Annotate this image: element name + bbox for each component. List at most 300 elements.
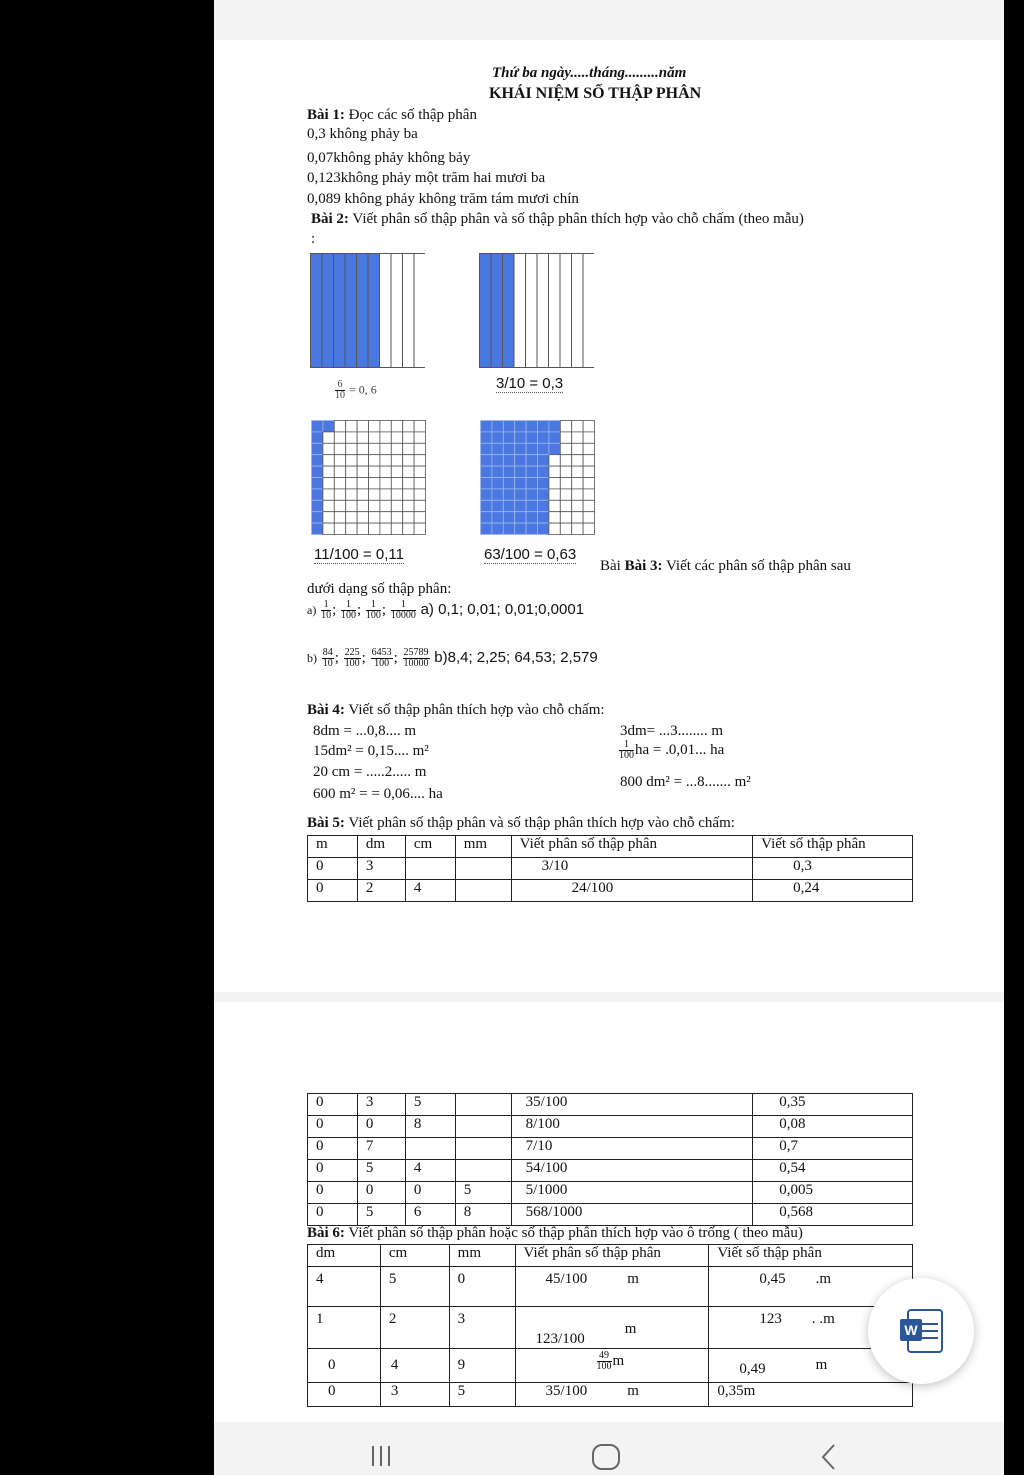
fig3-cell xyxy=(403,489,414,500)
fig1-column xyxy=(334,254,346,368)
top-toolbar-strip xyxy=(214,0,1004,36)
fig3-caption: 11/100 = 0,11 xyxy=(314,546,404,563)
bai4-left-4: 600 m² = = 0,06.... ha xyxy=(313,786,443,802)
fig3-cell xyxy=(323,466,334,477)
fig3-cell xyxy=(334,421,345,432)
bai3-heading: Bài Bài 3: Viết các phân số thập phân sau xyxy=(600,558,851,574)
bai6-table xyxy=(307,1244,913,1407)
bai5-header-row xyxy=(308,836,913,858)
table-cell: mm xyxy=(449,1245,515,1267)
table-cell: 4 xyxy=(405,880,455,902)
fig4-cell xyxy=(583,500,594,511)
fig3-cell xyxy=(391,478,402,489)
table-cell: 54/100 xyxy=(511,1160,753,1182)
fig3-cell xyxy=(380,455,391,466)
bai2-colon: : xyxy=(311,231,316,247)
fig4-cell xyxy=(503,455,514,466)
table-row xyxy=(308,1116,913,1138)
fig4-cell xyxy=(526,455,537,466)
table-cell: 9 xyxy=(449,1349,515,1383)
fig1-caption: $\frac{6}{10}$ = 0, 6 xyxy=(335,379,377,401)
table-cell: 0,45 .m xyxy=(709,1267,913,1307)
table-cell: dm xyxy=(308,1245,381,1267)
fig4-cell xyxy=(583,512,594,523)
fig3-cell xyxy=(380,489,391,500)
fig4-cell xyxy=(549,489,560,500)
fig4-cell xyxy=(572,466,583,477)
fig2-column xyxy=(480,254,492,368)
fig3-cell xyxy=(334,512,345,523)
fig2-column xyxy=(560,254,572,368)
fig4-cell xyxy=(538,432,549,443)
fig4-cell xyxy=(583,466,594,477)
fig3-cell xyxy=(414,432,425,443)
fig3-cell xyxy=(403,478,414,489)
fig2-column xyxy=(503,254,515,368)
table-cell xyxy=(455,1138,511,1160)
table-cell: 123/100m xyxy=(515,1307,709,1349)
table-cell: $\frac{49}{100}$ m xyxy=(515,1349,709,1383)
fig4-cell xyxy=(515,432,526,443)
fig3-cell xyxy=(357,500,368,511)
table-cell: 5 xyxy=(455,1182,511,1204)
fig4-cell xyxy=(492,443,503,454)
fig4-cell xyxy=(560,512,571,523)
bai4-right-3: 800 dm² = ...8....... m² xyxy=(620,774,751,790)
fig4-cell xyxy=(503,500,514,511)
fig3-cell xyxy=(312,443,323,454)
table-cell: 123 . .m xyxy=(709,1307,913,1349)
table-cell: 24/100 xyxy=(511,880,753,902)
fig4-cell xyxy=(572,478,583,489)
fig3-cell xyxy=(334,489,345,500)
fig3-cell xyxy=(312,489,323,500)
table-cell: 2 xyxy=(357,880,405,902)
table-cell: 5/1000 xyxy=(511,1182,753,1204)
fig3-cell xyxy=(369,500,380,511)
fig4-cell xyxy=(572,489,583,500)
table-cell: 8 xyxy=(405,1116,455,1138)
fig3-cell xyxy=(346,421,357,432)
fig3-cell xyxy=(357,523,368,534)
bai1-line-3: 0,123không phảy một trăm hai mươi ba xyxy=(307,170,546,186)
fig1-column xyxy=(357,254,369,368)
fig3-cell xyxy=(312,455,323,466)
table-cell: 35/100 xyxy=(511,1094,753,1116)
fig3-cell xyxy=(323,455,334,466)
table-cell: 0 xyxy=(308,1182,358,1204)
home-icon[interactable] xyxy=(588,1442,624,1472)
header-date: Thứ ba ngày.....tháng.........năm xyxy=(492,65,687,81)
figure-63-100 xyxy=(480,420,595,535)
fig4-cell xyxy=(549,512,560,523)
table-cell: 0,005 xyxy=(753,1182,913,1204)
fig4-cell xyxy=(515,466,526,477)
fig4-cell xyxy=(538,478,549,489)
fig3-cell xyxy=(414,455,425,466)
table-cell: 5 xyxy=(357,1160,405,1182)
fig2-column xyxy=(514,254,526,368)
fig4-cell xyxy=(492,455,503,466)
fig4-cell xyxy=(572,443,583,454)
table-row xyxy=(308,1138,913,1160)
fig3-cell xyxy=(403,421,414,432)
bai3-heading-cont: dưới dạng số thập phân: xyxy=(307,581,452,597)
table-cell: 0,49 m xyxy=(709,1349,913,1383)
fig3-cell xyxy=(380,512,391,523)
fig3-cell xyxy=(357,455,368,466)
table-cell: 0 xyxy=(308,858,358,880)
bai4-right-2: $\frac{1}{100}$ ha = .0,01... ha xyxy=(619,739,725,761)
table-cell: 5 xyxy=(357,1204,405,1226)
fig3-cell xyxy=(346,489,357,500)
table-row xyxy=(308,858,913,880)
fig3-cell xyxy=(312,478,323,489)
table-cell: 7/10 xyxy=(511,1138,753,1160)
table-cell: cm xyxy=(380,1245,449,1267)
fig4-cell xyxy=(526,466,537,477)
fig4-cell xyxy=(572,455,583,466)
fig4-cell xyxy=(538,523,549,534)
table-cell xyxy=(455,858,511,880)
fig3-cell xyxy=(380,443,391,454)
fig4-cell xyxy=(560,523,571,534)
table-row xyxy=(308,1094,913,1116)
fig1-column xyxy=(403,254,415,368)
fig4-cell xyxy=(503,432,514,443)
fig3-cell xyxy=(391,432,402,443)
fig4-cell xyxy=(515,489,526,500)
table-row xyxy=(308,1349,913,1383)
table-cell: 0,7 xyxy=(753,1138,913,1160)
table-cell: 0,568 xyxy=(753,1204,913,1226)
fig4-cell xyxy=(549,466,560,477)
fig4-cell xyxy=(481,523,492,534)
fig3-cell xyxy=(357,466,368,477)
fig1-column xyxy=(391,254,403,368)
fig3-cell xyxy=(380,432,391,443)
fig4-cell xyxy=(538,466,549,477)
fig3-cell xyxy=(414,512,425,523)
fig4-cell xyxy=(560,466,571,477)
fig4-cell xyxy=(538,500,549,511)
fig3-cell xyxy=(323,432,334,443)
fig2-column xyxy=(491,254,503,368)
table-cell: dm xyxy=(357,836,405,858)
table-cell: 1 xyxy=(308,1307,381,1349)
back-icon[interactable] xyxy=(814,1442,844,1472)
open-in-word-button[interactable] xyxy=(868,1278,974,1384)
fig3-cell xyxy=(323,443,334,454)
bai4-left-2: 15dm² = 0,15.... m² xyxy=(313,743,429,759)
fig4-cell xyxy=(583,478,594,489)
recent-apps-icon[interactable] xyxy=(364,1442,398,1470)
fig3-cell xyxy=(414,466,425,477)
fig4-cell xyxy=(526,432,537,443)
fig4-cell xyxy=(492,523,503,534)
fig3-cell xyxy=(323,421,334,432)
fig3-cell xyxy=(346,443,357,454)
fig2-column xyxy=(549,254,561,368)
fig4-cell xyxy=(492,512,503,523)
fig3-cell xyxy=(334,523,345,534)
fig3-cell xyxy=(357,489,368,500)
fig4-cell xyxy=(549,421,560,432)
fig2-column xyxy=(537,254,549,368)
fig4-cell xyxy=(560,443,571,454)
fig4-cell xyxy=(549,443,560,454)
bai3-part-b: b) $\frac{84}{10}$ ; $\frac{225}{100}$ ; $\frac{6453}{100}$ ; $\frac{25789}{10000}$ b)8,4; 2,25; 64,53; 2,579 xyxy=(307,647,598,669)
fig3-cell xyxy=(414,421,425,432)
fig3-cell xyxy=(346,466,357,477)
fig4-cell xyxy=(560,455,571,466)
fig4-cell xyxy=(572,432,583,443)
table-cell: mm xyxy=(455,836,511,858)
fig3-cell xyxy=(369,489,380,500)
fig4-cell xyxy=(583,421,594,432)
fig4-cell xyxy=(560,500,571,511)
fig4-cell xyxy=(538,455,549,466)
fig4-cell xyxy=(492,478,503,489)
table-cell: Viết số thập phân xyxy=(709,1245,913,1267)
fig3-cell xyxy=(346,500,357,511)
fig4-cell xyxy=(492,466,503,477)
bai1-heading: Bài 1: Đọc các số thập phân xyxy=(307,107,477,123)
table-cell: 2 xyxy=(380,1307,449,1349)
fig3-cell xyxy=(323,512,334,523)
fig3-cell xyxy=(334,432,345,443)
fig4-cell xyxy=(481,432,492,443)
fig4-cell xyxy=(526,478,537,489)
table-cell: 0,35m xyxy=(709,1383,913,1407)
fig4-cell xyxy=(572,421,583,432)
table-cell: 35/100 m xyxy=(515,1383,709,1407)
fig3-cell xyxy=(380,523,391,534)
fig3-cell xyxy=(369,432,380,443)
table-cell: 0,3 xyxy=(753,858,913,880)
table-cell xyxy=(455,880,511,902)
fig4-cell xyxy=(549,500,560,511)
fig3-cell xyxy=(380,421,391,432)
fig3-cell xyxy=(391,455,402,466)
fig3-cell xyxy=(323,489,334,500)
fig4-cell xyxy=(503,443,514,454)
fig3-cell xyxy=(312,421,323,432)
fig1-column xyxy=(368,254,380,368)
fig3-cell xyxy=(403,512,414,523)
table-cell: 6 xyxy=(405,1204,455,1226)
fig3-cell xyxy=(391,500,402,511)
fig4-cell xyxy=(503,512,514,523)
fig3-cell xyxy=(369,523,380,534)
table-cell: Viết phân số thập phân xyxy=(515,1245,709,1267)
bai1-line-2: 0,07không phảy không bảy xyxy=(307,150,471,166)
fig4-cell xyxy=(492,500,503,511)
fig3-cell xyxy=(334,500,345,511)
fig4-cell xyxy=(572,512,583,523)
fig3-cell xyxy=(334,466,345,477)
table-cell: 8 xyxy=(455,1204,511,1226)
fig1-column xyxy=(414,254,425,368)
table-row xyxy=(308,1383,913,1407)
fig4-cell xyxy=(481,455,492,466)
table-cell: 0 xyxy=(308,880,358,902)
fig3-cell xyxy=(369,455,380,466)
fig4-cell xyxy=(583,489,594,500)
page-title: KHÁI NIỆM SỐ THẬP PHÂN xyxy=(489,85,702,102)
table-cell: 4 xyxy=(308,1267,381,1307)
table-cell: 0 xyxy=(449,1267,515,1307)
fig4-cell xyxy=(572,523,583,534)
fig4-cell xyxy=(583,432,594,443)
fig4-cell xyxy=(526,443,537,454)
fig3-cell xyxy=(312,512,323,523)
fig3-cell xyxy=(357,478,368,489)
table-cell: 0 xyxy=(308,1138,358,1160)
fig4-cell xyxy=(538,443,549,454)
fig2-column xyxy=(526,254,538,368)
fig3-cell xyxy=(369,421,380,432)
table-cell: 45/100 m xyxy=(515,1267,709,1307)
fig4-caption: 63/100 = 0,63 xyxy=(484,546,577,563)
table-cell: 7 xyxy=(357,1138,405,1160)
fig3-cell xyxy=(403,466,414,477)
table-cell: 568/1000 xyxy=(511,1204,753,1226)
table-cell: 0 xyxy=(308,1160,358,1182)
bai4-left-3: 20 cm = .....2..... m xyxy=(313,764,427,780)
table-cell: 0 xyxy=(308,1116,358,1138)
fig3-cell xyxy=(414,523,425,534)
fig4-cell xyxy=(526,489,537,500)
fig4-cell xyxy=(583,523,594,534)
table-cell: 3 xyxy=(380,1383,449,1407)
fig4-cell xyxy=(515,455,526,466)
fig4-cell xyxy=(492,489,503,500)
bai5-heading: Bài 5: Viết phân số thập phân và số thập phân thích hợp vào chỗ chấm: xyxy=(307,815,735,831)
figure-11-100 xyxy=(311,420,426,535)
table-row xyxy=(308,1267,913,1307)
fig3-cell xyxy=(346,478,357,489)
fig4-cell xyxy=(515,421,526,432)
fig4-cell xyxy=(481,466,492,477)
table-cell xyxy=(405,858,455,880)
table-cell: 0 xyxy=(405,1182,455,1204)
fig3-cell xyxy=(369,443,380,454)
table-cell: Viết số thập phân xyxy=(753,836,913,858)
bai6-heading: Bài 6: Viết phân số thập phân hoặc số thập phân thích hợp vào ô trống ( theo mẫu) xyxy=(307,1225,803,1241)
fig4-cell xyxy=(503,489,514,500)
fig4-cell xyxy=(549,432,560,443)
fig4-cell xyxy=(503,466,514,477)
fig4-cell xyxy=(538,512,549,523)
fig3-cell xyxy=(312,500,323,511)
table-cell: 3 xyxy=(357,858,405,880)
figure-3-10 xyxy=(479,253,594,368)
fig4-cell xyxy=(481,421,492,432)
table-cell: 4 xyxy=(380,1349,449,1383)
document-page-1 xyxy=(214,40,1004,992)
fig3-cell xyxy=(357,421,368,432)
table-cell: 0,08 xyxy=(753,1116,913,1138)
table-cell: 5 xyxy=(449,1383,515,1407)
fig4-cell xyxy=(503,478,514,489)
table-row xyxy=(308,1204,913,1226)
fig4-cell xyxy=(583,443,594,454)
document-viewer[interactable] xyxy=(214,0,1004,1475)
fig3-cell xyxy=(323,523,334,534)
fig4-cell xyxy=(560,421,571,432)
fig3-cell xyxy=(403,432,414,443)
fig4-cell xyxy=(481,500,492,511)
table-cell: 8/100 xyxy=(511,1116,753,1138)
fig4-cell xyxy=(526,500,537,511)
fig3-cell xyxy=(391,512,402,523)
fig4-cell xyxy=(583,455,594,466)
bai3-part-a: a) $\frac{1}{10}$ ; $\frac{1}{100}$ ; $\frac{1}{100}$ ; $\frac{1}{10000}$ a) 0,1; 0,01; 0,01;0,0001 xyxy=(307,599,585,621)
bai4-heading: Bài 4: Viết số thập phân thích hợp vào chỗ chấm: xyxy=(307,702,605,718)
fig2-column xyxy=(572,254,584,368)
fig3-cell xyxy=(391,421,402,432)
table-cell: 4 xyxy=(405,1160,455,1182)
fig3-cell xyxy=(346,432,357,443)
fig4-cell xyxy=(503,523,514,534)
fig4-cell xyxy=(515,478,526,489)
fig3-cell xyxy=(312,466,323,477)
table-cell: 0,24 xyxy=(753,880,913,902)
fig3-cell xyxy=(414,489,425,500)
table-cell: 0 xyxy=(308,1383,381,1407)
fig4-cell xyxy=(538,421,549,432)
table-cell: 0,54 xyxy=(753,1160,913,1182)
fig4-cell xyxy=(481,478,492,489)
fig3-cell xyxy=(380,466,391,477)
fig3-cell xyxy=(312,432,323,443)
fig4-cell xyxy=(526,421,537,432)
fig3-cell xyxy=(334,455,345,466)
fig4-cell xyxy=(572,500,583,511)
table-cell: 3 xyxy=(449,1307,515,1349)
fig3-cell xyxy=(403,443,414,454)
fig4-cell xyxy=(560,432,571,443)
fig1-column xyxy=(322,254,334,368)
fig3-cell xyxy=(369,478,380,489)
bai1-line-1: 0,3 không phảy ba xyxy=(307,126,418,142)
fig1-column xyxy=(311,254,323,368)
table-row xyxy=(308,1160,913,1182)
fig4-cell xyxy=(492,432,503,443)
fig3-cell xyxy=(323,500,334,511)
fig3-cell xyxy=(403,455,414,466)
fig4-cell xyxy=(560,489,571,500)
fig4-cell xyxy=(515,500,526,511)
table-cell: Viết phân số thập phân xyxy=(511,836,753,858)
fig3-cell xyxy=(346,455,357,466)
table-cell: 3/10 xyxy=(511,858,753,880)
table-cell: 0,35 xyxy=(753,1094,913,1116)
fig3-cell xyxy=(391,443,402,454)
fig4-cell xyxy=(481,512,492,523)
bai1-line-4: 0,089 không phảy không trăm tám mươi chín xyxy=(307,191,579,207)
fig4-cell xyxy=(526,523,537,534)
table-cell: 3 xyxy=(357,1094,405,1116)
bai2-heading: Bài 2: Viết phân số thập phân và số thập phân thích hợp vào chỗ chấm (theo mẫu) xyxy=(311,211,804,227)
bai4-right-1: 3dm= ...3........ m xyxy=(620,723,724,739)
table-cell: cm xyxy=(405,836,455,858)
fig3-cell xyxy=(334,478,345,489)
fig4-cell xyxy=(515,523,526,534)
fig4-cell xyxy=(538,489,549,500)
fig3-cell xyxy=(346,523,357,534)
